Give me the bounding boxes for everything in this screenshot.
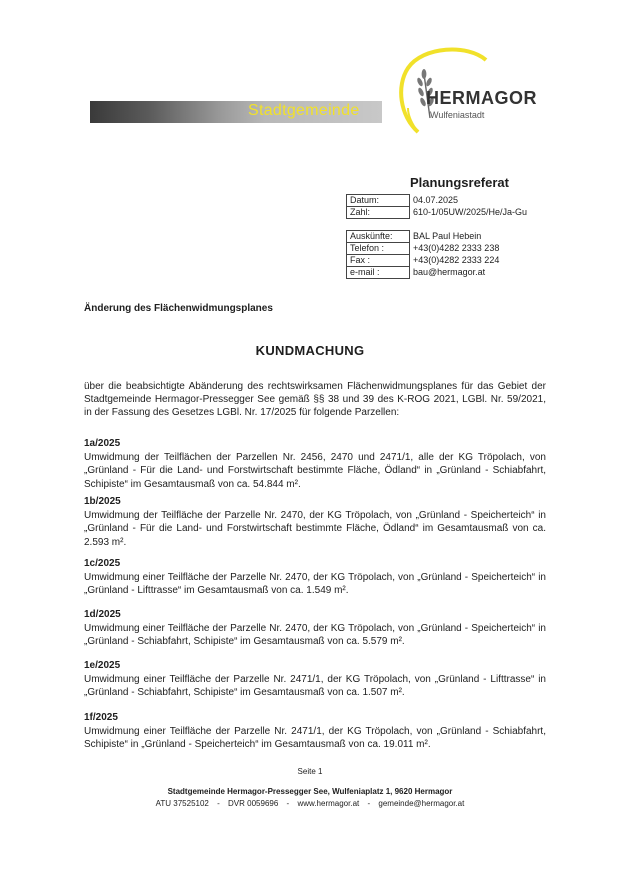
contact-email[interactable]: bau@hermagor.at [413,267,486,277]
contact-key: Fax : [347,255,410,267]
rezoning-item [84,495,546,549]
contact-key: e-mail : [347,267,410,279]
item-text: Umwidmung der Teilflächen der Parzellen Nr. 2456, 2470 und 2471/1, alle der KG Tröpolach, von „Grünland - Für die Land- und Forstwirtschaft bestimmte Fläche, Ödland“ in „Grünland - Schiabfahrt, Schipiste“ im Gesamtausmaß von ca. 54.844 m². [84,451,546,490]
rezoning-item [84,711,546,752]
footer-address: Stadtgemeinde Hermagor-Pressegger See, Wulfeniaplatz 1, 9620 Hermagor [167,787,453,796]
item-id: 1b/2025 [84,496,121,507]
item-id: 1c/2025 [84,558,121,569]
contact-value: BAL Paul Hebein [413,231,482,241]
rezoning-item [84,557,546,598]
intro-paragraph: über die beabsichtigte Abänderung des rechtswirksamen Flächenwidmungsplanes für das Gebiet der Stadtgemeinde Hermagor-Pressegger See gemäß §§ 38 und 39 des K-ROG 2021, LGBl. Nr. 59/2021, in der Fassung des Gesetzes LGBl. Nr. 17/2025 für folgende Parzellen: [84,381,546,418]
footer-separator: - [367,799,371,808]
header-banner [90,101,382,123]
contact-value: +43(0)4282 2333 224 [413,255,500,265]
reference-row [347,207,567,219]
footer-email-link[interactable]: gemeinde@hermagor.at [378,799,465,808]
logo-name: HERMAGOR [426,88,537,108]
item-id: 1d/2025 [84,609,121,620]
footer-separator: - [217,799,220,808]
reference-table [346,194,567,219]
logo-subtitle: Wulfeniastadt [430,110,485,120]
rezoning-item [84,437,546,491]
item-text: Umwidmung einer Teilfläche der Parzelle Nr. 2470, der KG Tröpolach, von „Grünland - Speicherteich“ in „Grünland - Schiabfahrt, Schipiste“ im Gesamtausmaß von ca. 5.579 m². [84,622,546,647]
reference-row [347,195,567,207]
item-text: Umwidmung einer Teilfläche der Parzelle Nr. 2471/1, der KG Tröpolach, von „Grünland - Lifttrasse“ in „Grünland - Schiabfahrt, Schipiste“ im Gesamtausmaß von ca. 1.507 m². [84,673,546,698]
item-id: 1a/2025 [84,438,121,449]
item-id: 1e/2025 [84,660,121,671]
contact-key: Telefon : [347,243,410,255]
contact-row [347,243,567,255]
contact-row [347,267,567,279]
item-text: Umwidmung der Teilfläche der Parzelle Nr. 2470, der KG Tröpolach, von „Grünland - Speicherteich“ in „Grünland - Für die Land- und Forstwirtschaft bestimmte Fläche, Ödland“ im Gesamtausmaß von ca. 2.593 m². [84,509,546,548]
footer-identifiers [0,799,620,808]
document-subject: Änderung des Flächenwidmungsplanes [84,303,273,314]
reference-key: Datum: [347,195,410,207]
reference-value: 610-1/05UW/2025/He/Ja-Gu [413,207,528,217]
contact-value: +43(0)4282 2333 238 [413,243,500,253]
footer-web-link[interactable]: www.hermagor.at [297,799,360,808]
rezoning-item [84,608,546,649]
item-id: 1f/2025 [84,712,118,723]
document-title: KUNDMACHUNG [255,343,365,358]
contact-key: Auskünfte: [347,231,410,243]
contact-row [347,231,567,243]
item-text: Umwidmung einer Teilfläche der Parzelle Nr. 2471/1, der KG Tröpolach, von „Grünland - Schiabfahrt, Schipiste“ in „Grünland - Speicherteich“ im Gesamtausmaß von ca. 19.011 m². [84,725,546,750]
reference-value: 04.07.2025 [413,195,459,205]
department-title: Planungsreferat [410,175,509,190]
reference-key: Zahl: [347,207,410,219]
rezoning-item [84,659,546,700]
contact-row [347,255,567,267]
contact-table [346,230,567,279]
banner-text: Stadtgemeinde [248,102,360,119]
footer-atu: ATU 37525102 [155,799,209,808]
footer-separator: - [286,799,290,808]
footer-dvr: DVR 0059696 [228,799,279,808]
item-text: Umwidmung einer Teilfläche der Parzelle Nr. 2470, der KG Tröpolach, von „Grünland - Speicherteich“ in „Grünland - Lifttrasse“ im Gesamtausmaß von ca. 1.549 m². [84,571,546,596]
page-number: Seite 1 [297,767,323,776]
hermagor-logo [368,46,537,146]
